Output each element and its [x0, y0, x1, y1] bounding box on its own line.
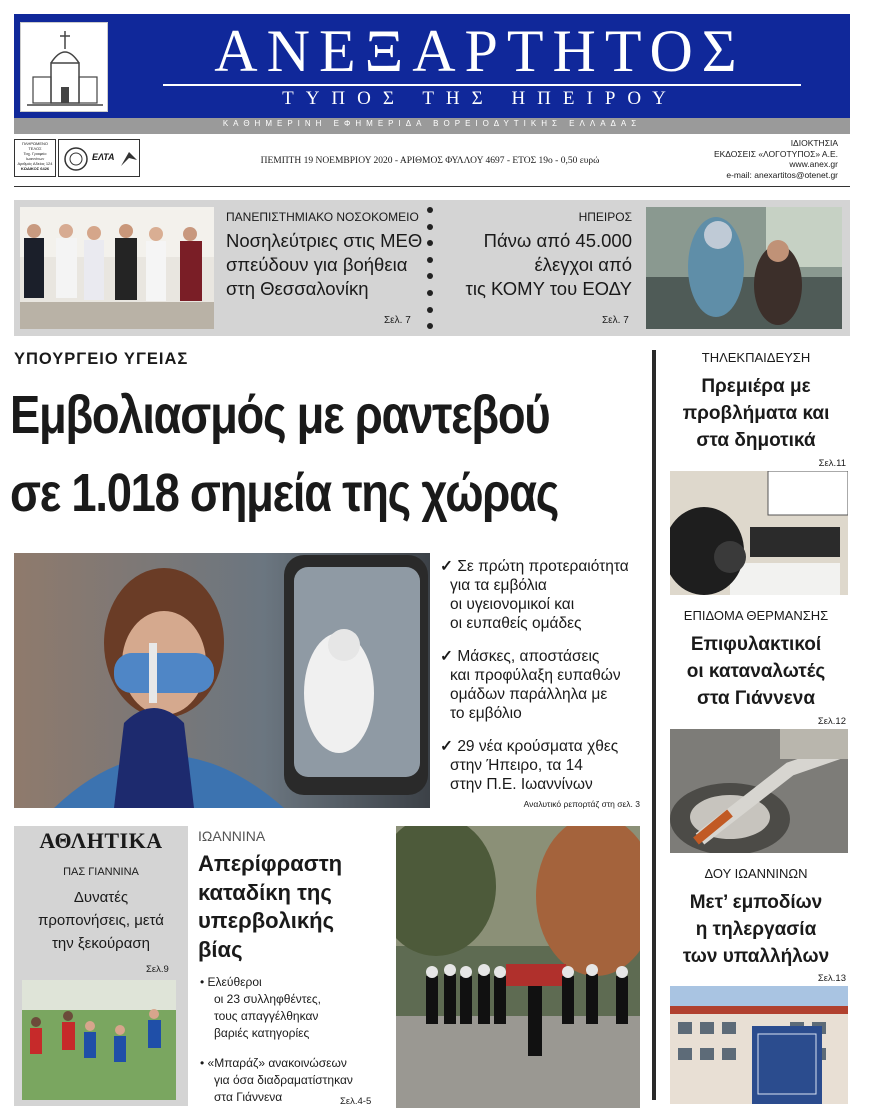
headline-line: στα δημοτικά	[696, 430, 816, 451]
main-headline[interactable]	[10, 376, 559, 532]
heating-oil-photo	[670, 729, 848, 853]
sidebar-3-page-ref: Σελ.13	[817, 973, 846, 984]
headline-line: οι καταναλωτές	[686, 661, 826, 682]
headline-line: στη Θεσσαλονίκη	[226, 278, 369, 299]
newspaper-tagline: ΚΑΘΗΜΕΡΙΝΗ ΕΦΗΜΕΡΙΔΑ ΒΟΡΕΙΟΔΥΤΙΚΗΣ ΕΛΛΑΔΑΣ	[222, 119, 642, 128]
ioannina-page-ref: Σελ.4-5	[340, 1096, 372, 1107]
main-bullet: ✓ Μάσκες, αποστάσεις και προφύλαξη ευπαθών ομάδων παράλληλα με το εμβόλιο	[440, 648, 621, 722]
email-link[interactable]: e-mail: anexartitos@otenet.gr	[726, 169, 838, 180]
heating-oil-photo-image	[670, 729, 848, 853]
headline-line: τις ΚΟΜΥ του ΕΟΔΥ	[465, 278, 632, 299]
sidebar-3-kicker: ΔΟΥ ΙΩΑΝΝΙΝΩΝ	[704, 866, 808, 881]
headline-line: των υπαλλήλων	[682, 946, 830, 967]
headline-line: έλεγχοι από	[534, 254, 632, 275]
owner-label: ΙΔΙΟΚΤΗΣΙΑ	[790, 138, 838, 148]
tax-office-photo	[670, 986, 848, 1104]
sidebar-1-kicker: ΤΗΛΕΚΠΑΙΔΕΥΣΗ	[701, 350, 811, 365]
ioannina-bullet: • «Μπαράζ» ανακοινώσεων για όσα διαδραματίστηκαν στα Γιάννενα	[200, 1056, 353, 1104]
title-divider	[163, 84, 801, 86]
headline-line: Μετ’ εμποδίων	[689, 892, 823, 913]
main-bullet: ✓ 29 νέα κρούσματα χθες στην Ήπειρο, τα 14 στην Π.Ε. Ιωαννίνων	[440, 738, 619, 793]
website-link[interactable]: www.anex.gr	[789, 159, 838, 169]
testing-photo	[646, 207, 842, 329]
nurses-photo	[20, 207, 214, 329]
headline-line: Απερίφραστη	[198, 851, 343, 876]
postage-stamp	[14, 139, 56, 177]
issue-line: ΠΕΜΠΤΗ 19 ΝΟΕΜΒΡΙΟΥ 2020 - ΑΡΙΘΜΟΣ ΦΥΛΛΟΥ 4697 - ΕΤΟΣ 19ο - 0,50 ευρώ	[260, 156, 600, 166]
newspaper-subtitle: ΤΥΠΟΣ ΤΗΣ ΗΠΕΙΡΟΥ	[282, 88, 678, 109]
check-icon: ✓	[440, 558, 453, 575]
football-photo	[22, 980, 176, 1100]
police-photo	[396, 826, 640, 1108]
headline-line: Πάνω από 45.000	[483, 230, 632, 251]
column-divider	[652, 350, 656, 1100]
headline-line: σπεύδουν για βοήθεια	[226, 254, 408, 275]
nurses-photo-image	[20, 207, 214, 329]
bullet-dot: •	[200, 975, 205, 989]
sports-section-title: ΑΘΛΗΤΙΚΑ	[39, 828, 163, 853]
top-story-2-page-ref: Σελ. 7	[602, 315, 629, 326]
newspaper-title: ΑΝΕΞΑΡΤΗΤΟΣ	[214, 18, 746, 84]
headline-line: η τηλεργασία	[695, 919, 817, 940]
tax-office-photo-image	[670, 986, 848, 1104]
dotted-separator	[426, 207, 434, 329]
stamp-line: Αριθμός Αδείας 124	[17, 161, 53, 166]
headline-line: προπονήσεις, μετά	[38, 912, 164, 929]
headline-line: Επιφυλακτικοί	[690, 634, 822, 655]
sports-kicker: ΠΑΣ ΓΙΑΝΝΙΝΑ	[63, 866, 139, 878]
elta-seal-icon	[63, 146, 89, 172]
ioannina-kicker: ΙΩΑΝΝΙΝΑ	[198, 828, 266, 844]
top-story-1-kicker: ΠΑΝΕΠΙΣΤΗΜΙΑΚΟ ΝΟΣΟΚΟΜΕΙΟ	[226, 210, 419, 224]
main-story-kicker: ΥΠΟΥΡΓΕΙΟ ΥΓΕΙΑΣ	[14, 350, 189, 368]
stamp-line: Ιωαννίνων	[25, 156, 45, 161]
report-ref[interactable]: Αναλυτικό ρεπορτάζ στη σελ. 3	[523, 799, 640, 809]
headline-line: υπερβολικής	[198, 908, 335, 933]
police-photo-image	[396, 826, 640, 1108]
ioannina-headline[interactable]	[198, 850, 388, 964]
sidebar-3-headline[interactable]	[666, 889, 846, 970]
stamp-line: ΠΛΗΡΩΜΕΝΟ ΤΕΛΟΣ	[21, 141, 49, 151]
bullet-dot: •	[200, 1056, 205, 1070]
top-story-1-headline[interactable]	[226, 229, 426, 301]
stamp-line: ΚΩΔΙΚΟΣ 6426	[20, 166, 50, 171]
headline-line: Πρεμιέρα με	[701, 376, 811, 397]
testing-photo-image	[646, 207, 842, 329]
headline-line: καταδίκη της	[198, 879, 332, 905]
headline-line: βίας	[198, 936, 243, 962]
remote-learning-photo	[670, 471, 848, 595]
ioannina-bullet: • Ελεύθεροι οι 23 συλληφθέντες, τους απαγγέλθηκαν βαριές κατηγορίες	[200, 975, 322, 1040]
check-icon: ✓	[440, 738, 453, 755]
headline-line: την ξεκούραση	[51, 935, 150, 952]
headline-line: Εμβολιασμός με ραντεβού	[10, 385, 550, 445]
owner-info	[640, 138, 838, 180]
sidebar-2-page-ref: Σελ.12	[817, 716, 846, 727]
football-photo-image	[22, 980, 176, 1100]
elta-stamp	[58, 139, 140, 177]
top-story-2-headline[interactable]	[440, 229, 632, 301]
sidebar-2-headline[interactable]	[666, 631, 846, 712]
vaccine-photo	[14, 553, 430, 808]
vaccine-photo-image	[14, 553, 430, 808]
headline-line: σε 1.018 σημεία της χώρας	[10, 463, 559, 523]
top-story-2-kicker: ΗΠΕΙΡΟΣ	[578, 210, 632, 224]
sports-headline[interactable]	[14, 886, 188, 955]
info-divider	[14, 186, 850, 187]
stamp-line: Ταχ. Γραφείο	[23, 151, 47, 156]
top-story-1-page-ref: Σελ. 7	[384, 315, 411, 326]
sidebar-2-kicker: ΕΠΙΔΟΜΑ ΘΕΡΜΑΝΣΗΣ	[683, 608, 829, 623]
church-logo	[20, 22, 108, 112]
headline-line: προβλήματα και	[682, 403, 830, 424]
headline-line: Δυνατές	[73, 889, 129, 906]
main-bullet: ✓ Σε πρώτη προτεραιότητα για τα εμβόλια οι υγειονομικοί και οι ευπαθείς ομάδες	[440, 558, 629, 632]
publisher-name: ΕΚΔΟΣΕΙΣ «ΛΟΓΟΤΥΠΟΣ» Α.Ε.	[713, 148, 838, 159]
headline-line: Νοσηλεύτριες στις ΜΕΘ	[226, 230, 423, 251]
remote-learning-photo-image	[670, 471, 848, 595]
check-icon: ✓	[440, 648, 453, 665]
church-logo-drawing	[21, 23, 109, 113]
sidebar-1-page-ref: Σελ.11	[818, 458, 846, 469]
sports-page-ref: Σελ.9	[146, 964, 169, 975]
headline-line: στα Γιάννενα	[696, 688, 816, 709]
elta-bird-icon	[119, 148, 139, 170]
elta-label: ΕΛΤΑ	[92, 152, 115, 162]
sidebar-1-headline[interactable]	[666, 373, 846, 454]
